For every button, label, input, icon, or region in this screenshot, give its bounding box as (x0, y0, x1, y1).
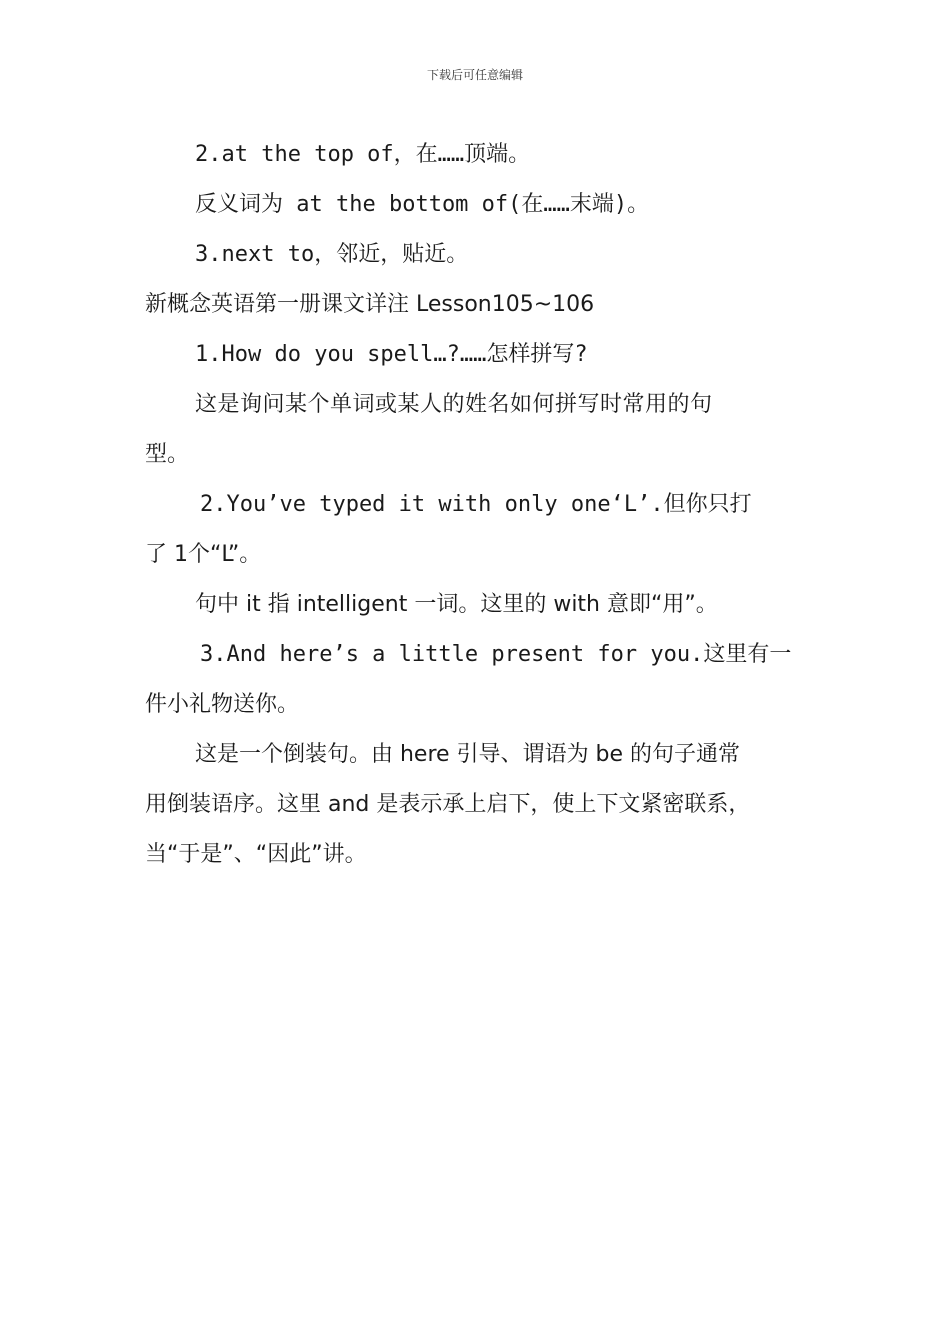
text-line: 件小礼物送你。 (145, 692, 300, 717)
text-line: 3.next to，邻近，贴近。 (195, 242, 469, 267)
text-line: 这是询问某个单词或某人的姓名如何拼写时常用的句 (195, 392, 713, 417)
text-line: 句中 it 指 intelligent 一词。这里的 with 意即“用”。 (195, 592, 718, 617)
text-line: 2.at the top of，在……顶端。 (195, 142, 531, 167)
text-line: 这是一个倒装句。由 here 引导、谓语为 be 的句子通常 (195, 742, 741, 767)
text-line: 型。 (145, 442, 190, 467)
document-body (145, 130, 825, 880)
text-line: 3.And here’s a little present for you.这里有一 (200, 642, 792, 667)
text-line: 2.You’ve typed it with only one‘L’.但你只打 (200, 492, 752, 517)
text-line: 1.How do you spell…?……怎样拼写? (195, 342, 588, 367)
text-line: 当“于是”、“因此”讲。 (145, 842, 367, 867)
page-header-note: 下载后可任意编辑 (426, 68, 523, 82)
text-line: 反义词为 at the bottom of(在……末端)。 (195, 192, 650, 217)
text-line: 了 1个“L”。 (145, 542, 262, 567)
section-heading: 新概念英语第一册课文详注 Lesson105~106 (145, 292, 595, 317)
text-line: 用倒装语序。这里 and 是表示承上启下，使上下文紧密联系， (145, 792, 751, 817)
